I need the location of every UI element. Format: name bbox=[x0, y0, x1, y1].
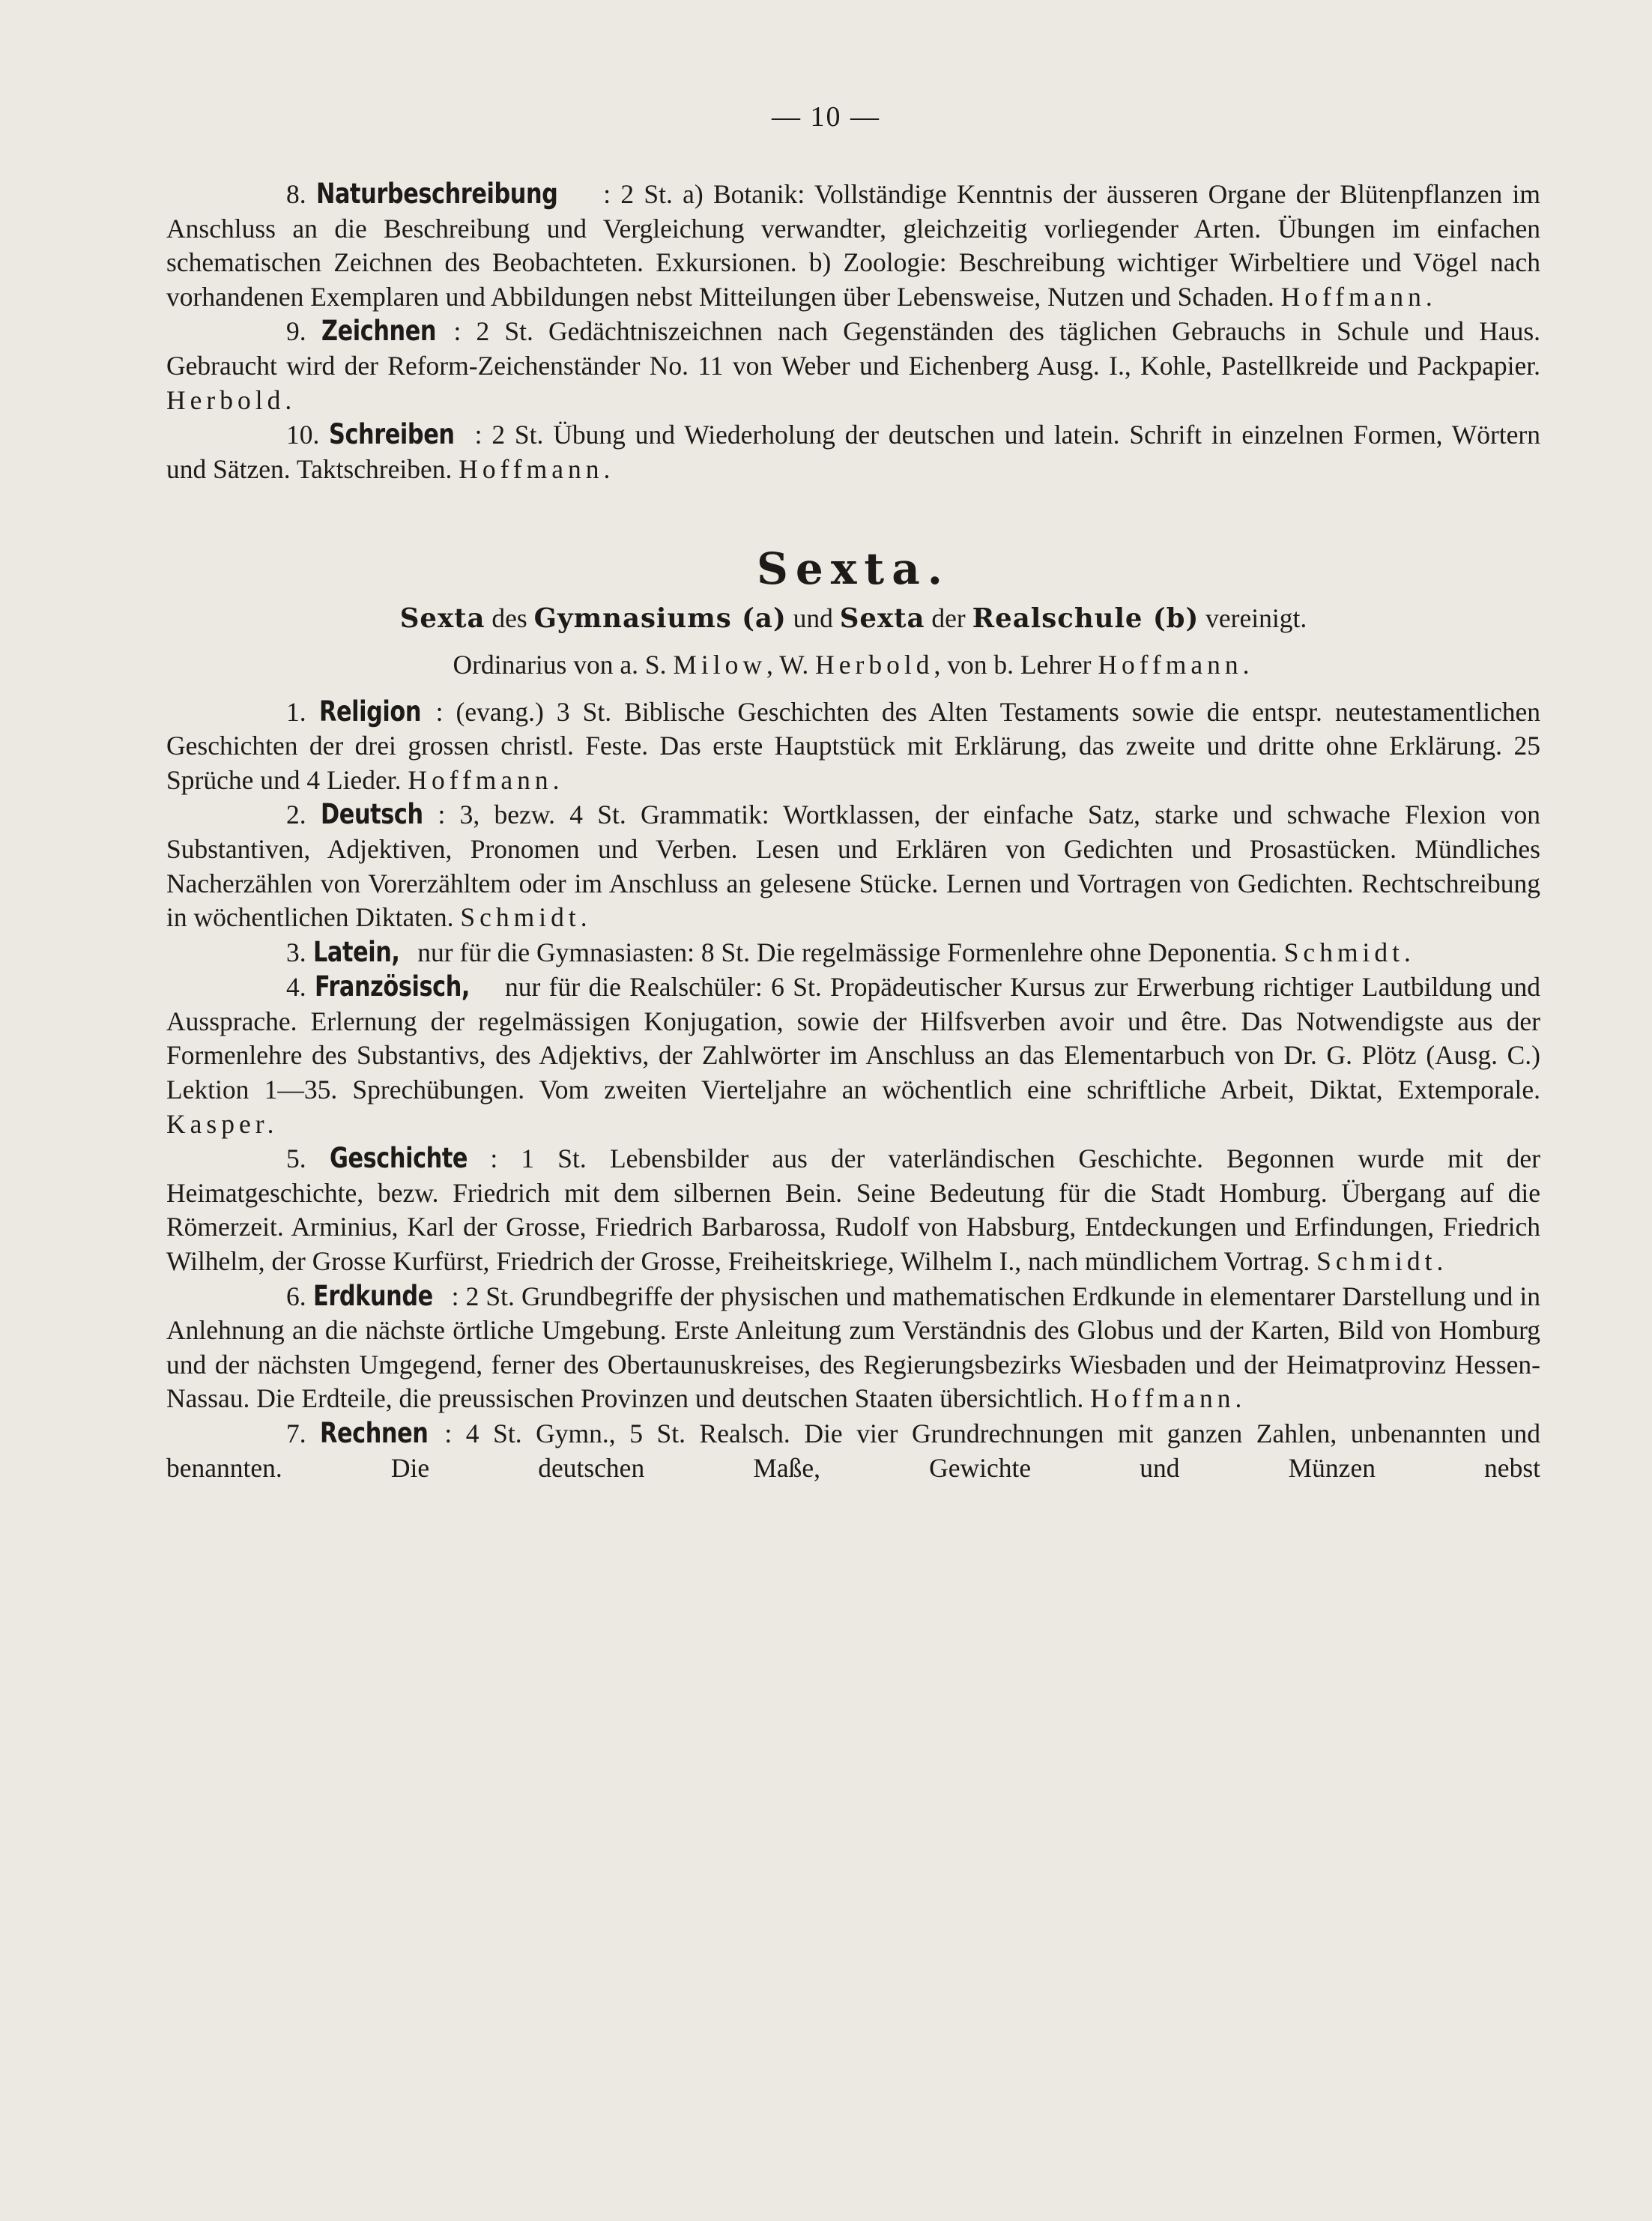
teacher-name: Schmidt. bbox=[1283, 937, 1415, 967]
page-number: — 10 — bbox=[772, 101, 880, 133]
item-franzoesisch: 4. Französisch, nur für die Realschüler: 6 St. Propädeutischer Kursus zur Erwerbung richtiger Lautbildung und Aussprache. Erlernung der regelmässigen Konjugation, sowie der Hilfsverben avoir und être. Das Notwendigste aus der Formenlehre des Substantivs, des Adjektivs, der Zahlwörter im Anschluss an das Elementarbuch von Dr. G. Plötz (Ausg. C.) Lektion 1—35. Sprechübungen. Vom zweiten Vierteljahre an wöchentlich eine schriftliche Arbeit, Diktat, Extemporale. Kasper. bbox=[166, 970, 1541, 1139]
item-deutsch: 2. Deutsch : 3, bezw. 4 St. Grammatik: Wortklassen, der einfache Satz, starke und schwache Flexion von Substantiven, Adjektiven, Pronomen und Verben. Lesen und Erklären von Gedichten und Prosastücken. Mündliches Nacherzählen von Vorerzähltem oder im Anschluss an gelesene Stücke. Lernen und Vortragen von Gedichten. Rechtschreibung in wöchentlichen Diktaten. Schmidt. bbox=[166, 798, 1540, 933]
teacher-name: Hoffmann. bbox=[459, 453, 615, 484]
subject-label: Rechnen bbox=[320, 1417, 429, 1449]
section-title: Sexta. bbox=[757, 543, 950, 595]
subject-label: Erdkunde bbox=[312, 1279, 433, 1312]
subject-label: Schreiben bbox=[329, 418, 455, 451]
teacher-name: Hoffmann. bbox=[408, 764, 564, 795]
teacher-name: Hoffmann. bbox=[1280, 281, 1437, 312]
subject-label: Religion bbox=[318, 695, 421, 728]
item-religion: 1. Religion : (evang.) 3 St. Biblische Geschichten des Alten Testaments sowie die entspr. neutestamentlichen Geschichten der drei grossen christl. Feste. Das erste Hauptstück mit Erklärung, das zweite und dritte ohne Erklärung. 25 Sprüche und 4 Lieder. Hoffmann. bbox=[166, 695, 1540, 795]
subject-label: Zeichnen bbox=[321, 315, 436, 348]
item-schreiben: 10. Schreiben : 2 St. Übung und Wiederholung der deutschen und latein. Schrift in einzelnen Formen, Wörtern und Sätzen. Taktschreiben. Hoffmann. bbox=[166, 418, 1540, 484]
subject-label: Naturbeschreibung bbox=[315, 178, 558, 210]
subject-label: Französisch, bbox=[315, 970, 471, 1003]
top-items bbox=[166, 177, 1540, 1485]
subject-label: Geschichte bbox=[329, 1142, 468, 1175]
teacher-name: Schmidt. bbox=[460, 902, 592, 933]
item-erdkunde: 6. Erdkunde : 2 St. Grundbegriffe der physischen und mathematischen Erdkunde in elementarer Darstellung und in Anlehnung an die nächste örtliche Umgebung. Erste Anleitung zum Verständnis des Globus und der Karten, Bild von Homburg und der nächsten Umgegend, ferner des Obertaunuskreises, des Regierungsbezirks Wiesbaden und der Heimatprovinz Hessen-Nassau. Die Erdteile, die preussischen Provinzen und deutschen Staaten übersichtlich. Hoffmann. bbox=[166, 1279, 1541, 1414]
subject-label: Deutsch bbox=[320, 798, 423, 831]
teacher-name: Kasper. bbox=[166, 1108, 279, 1139]
item-naturbeschreibung: 8. Naturbeschreibung : 2 St. a) Botanik: Vollständige Kenntnis der äusseren Organe der Blütenpflanzen im Anschluss an die Beschreibung und Vergleichung verwandter, gleichzeitig vorliegender Arten. Übungen im einfachen schematischen Zeichnen des Beobachteten. Exkursionen. b) Zoologie: Beschreibung wichtiger Wirbeltiere und Vögel nach vorhandenen Exemplaren und Abbildungen nebst Mitteilungen über Lebensweise, Nutzen und Schaden. Hoffmann. bbox=[166, 178, 1541, 312]
item-rechnen: 7. Rechnen : 4 St. Gymn., 5 St. Realsch. Die vier Grundrechnungen mit ganzen Zahlen, unbenannten und benannten. Die deutschen Maße, Gewichte und Münzen nebst bbox=[166, 1417, 1541, 1483]
item-zeichnen: 9. Zeichnen : 2 St. Gedächtniszeichnen nach Gegenständen des täglichen Gebrauchs in Schule und Haus. Gebraucht wird der Reform-Zeichenständer No. 11 von Weber und Eichenberg Ausg. I., Kohle, Pastellkreide und Packpapier. Herbold. bbox=[166, 315, 1541, 415]
teacher-name: Schmidt. bbox=[1316, 1246, 1448, 1277]
subject-label: Latein, bbox=[312, 935, 400, 968]
section-subtitle: Sexta des Gymnasiums (a) und Sexta der Realschule (b) vereinigt. bbox=[399, 603, 1307, 635]
ordinarius-line: Ordinarius von a. S. Milow, W. Herbold, von b. Lehrer Hoffmann. bbox=[453, 649, 1254, 680]
item-latein: 3. Latein, nur für die Gymnasiasten: 8 St. Die regelmässige Formenlehre ohne Deponentia. Schmidt. bbox=[286, 935, 1415, 968]
teacher-name: Herbold. bbox=[166, 384, 297, 415]
item-geschichte: 5. Geschichte : 1 St. Lebensbilder aus der vaterländischen Geschichte. Begonnen wurde mit der Heimatgeschichte, bezw. Friedrich mit dem silbernen Bein. Seine Bedeutung für die Stadt Homburg. Übergang auf die Römerzeit. Arminius, Karl der Grosse, Friedrich Barbarossa, Rudolf von Habsburg, Entdeckungen und Erfindungen, Friedrich Wilhelm, der Grosse Kurfürst, Friedrich der Grosse, Freiheitskriege, Wilhelm I., nach mündlichem Vortrag. Schmidt. bbox=[166, 1142, 1540, 1277]
teacher-name: Hoffmann. bbox=[1090, 1383, 1247, 1414]
